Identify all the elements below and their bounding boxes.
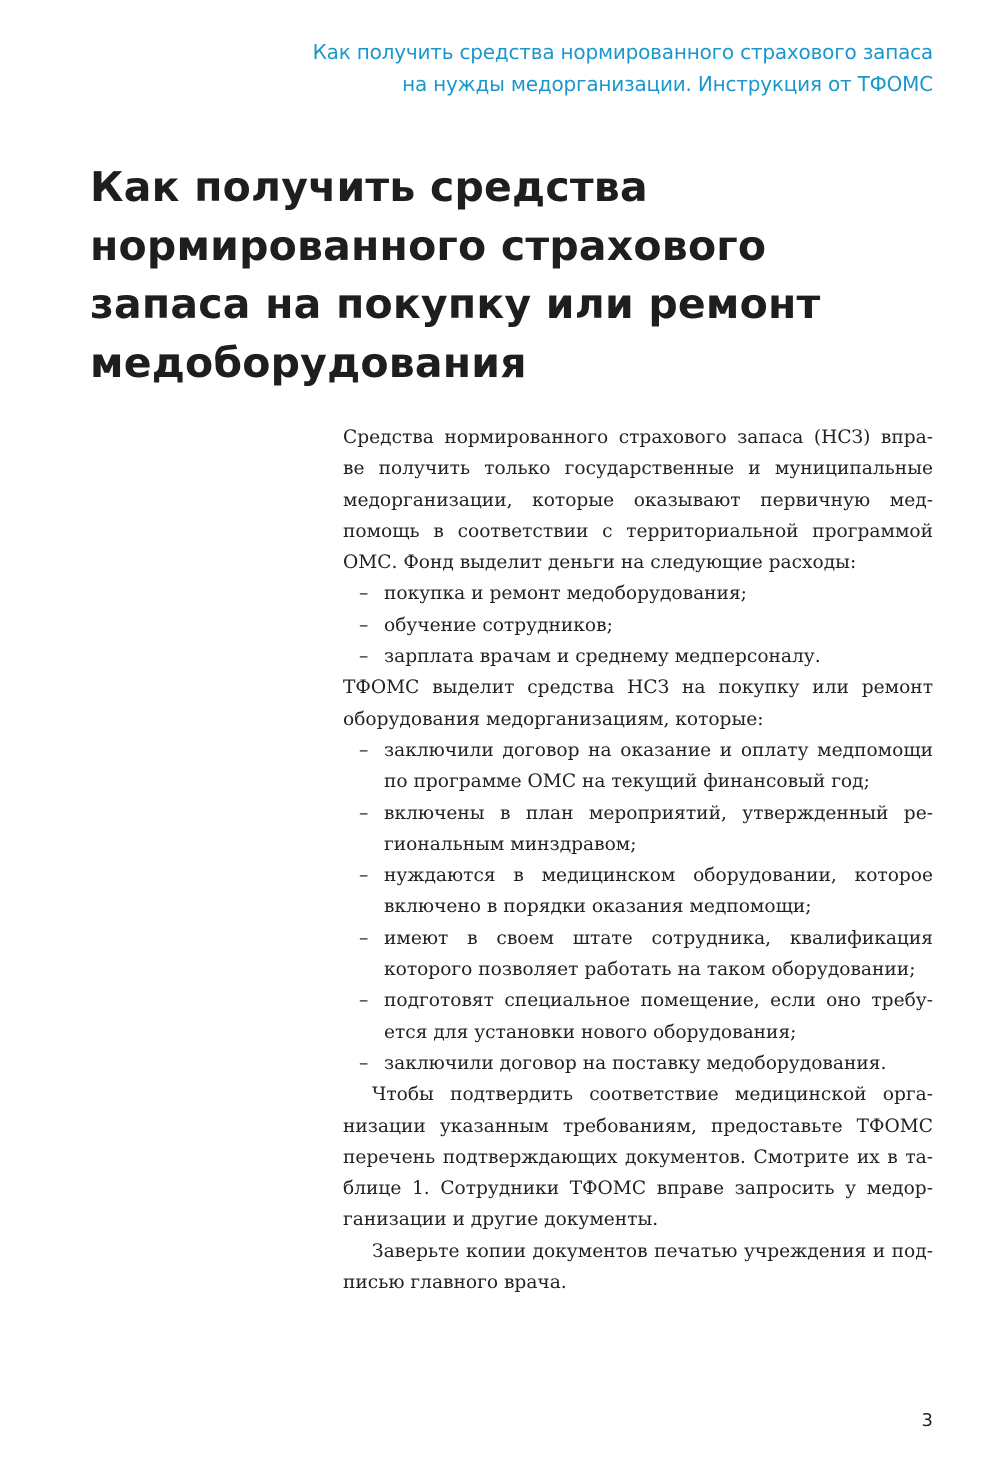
text-line: подготовят специальное помещение, если оно требу- xyxy=(384,990,933,1012)
text-line: ется для установки нового оборудования; xyxy=(384,1021,797,1043)
text-line: медорганизации, которые оказывают первичную мед- xyxy=(343,489,933,511)
text-line: ТФОМС выделит средства НСЗ на покупку или ремонт xyxy=(343,677,933,699)
list-item xyxy=(343,641,933,672)
running-header xyxy=(313,36,933,100)
title-line: нормированного страхового xyxy=(90,221,767,270)
bullet-dash: – xyxy=(359,614,369,636)
bullet-dash: – xyxy=(359,927,369,949)
text-line: низации указанным требованиям, предоставьте ТФОМС xyxy=(343,1115,933,1137)
paragraph xyxy=(343,1236,933,1299)
body-text xyxy=(343,422,933,1298)
list-item xyxy=(343,923,933,986)
paragraph xyxy=(343,422,933,578)
page-number: 3 xyxy=(921,1410,933,1431)
text-line: заключили договор на поставку медоборудования. xyxy=(384,1052,887,1074)
list-item xyxy=(343,798,933,861)
running-header-line: на нужды медорганизации. Инструкция от ТФОМС xyxy=(402,72,933,96)
bullet-dash: – xyxy=(359,865,369,887)
text-line: имеют в своем штате сотрудника, квалификация xyxy=(384,927,933,949)
title-line: медоборудования xyxy=(90,338,527,387)
text-line: перечень подтверждающих документов. Смотрите их в та- xyxy=(343,1146,933,1168)
title-line: Как получить средства xyxy=(90,163,648,211)
text-line: по программе ОМС на текущий финансовый год; xyxy=(384,771,870,793)
paragraph xyxy=(343,1079,933,1235)
list-item xyxy=(343,735,933,798)
text-line: включены в план мероприятий, утвержденный ре- xyxy=(384,802,933,824)
bullet-dash: – xyxy=(359,802,369,824)
text-line: Средства нормированного страхового запаса (НСЗ) впра- xyxy=(343,427,933,448)
bullet-dash: – xyxy=(359,1052,369,1074)
text-line: писью главного врача. xyxy=(343,1272,567,1294)
text-line: включено в порядки оказания медпомощи; xyxy=(384,896,812,918)
running-header-line: Как получить средства нормированного страхового запаса xyxy=(312,40,933,64)
text-line: зарплата врачам и среднему медперсоналу. xyxy=(384,646,821,668)
list-item xyxy=(343,610,933,641)
text-line: обучение сотрудников; xyxy=(384,614,613,636)
text-line: заключили договор на оказание и оплату медпомощи xyxy=(384,739,933,761)
bullet-dash: – xyxy=(359,583,369,605)
text-line: нуждаются в медицинском оборудовании, которое xyxy=(384,865,933,887)
text-line: гиональным минздравом; xyxy=(384,833,637,855)
text-line: помощь в соответствии с территориальной программой xyxy=(343,520,933,542)
list-item xyxy=(343,1048,933,1079)
text-line: ОМС. Фонд выделит деньги на следующие расходы: xyxy=(343,552,857,574)
page-title xyxy=(90,158,850,392)
bullet-dash: – xyxy=(359,990,369,1012)
text-line: Заверьте копии документов печатью учреждения и под- xyxy=(372,1240,933,1262)
text-line: Чтобы подтвердить соответствие медицинской орга- xyxy=(372,1084,933,1106)
title-line: запаса на покупку или ремонт xyxy=(90,280,821,328)
text-line: ве получить только государственные и муниципальные xyxy=(343,458,933,480)
list-item xyxy=(343,578,933,609)
text-line: которого позволяет работать на таком оборудовании; xyxy=(384,959,916,981)
list-item xyxy=(343,860,933,923)
text-line: блице 1. Сотрудники ТФОМС вправе запросить у медор- xyxy=(343,1178,933,1200)
text-line: ганизации и другие документы. xyxy=(343,1209,659,1231)
text-line: оборудования медорганизациям, которые: xyxy=(343,708,764,730)
paragraph xyxy=(343,672,933,735)
list-item xyxy=(343,985,933,1048)
bullet-dash: – xyxy=(359,646,369,668)
bullet-dash: – xyxy=(359,739,369,761)
text-line: покупка и ремонт медоборудования; xyxy=(384,583,747,605)
